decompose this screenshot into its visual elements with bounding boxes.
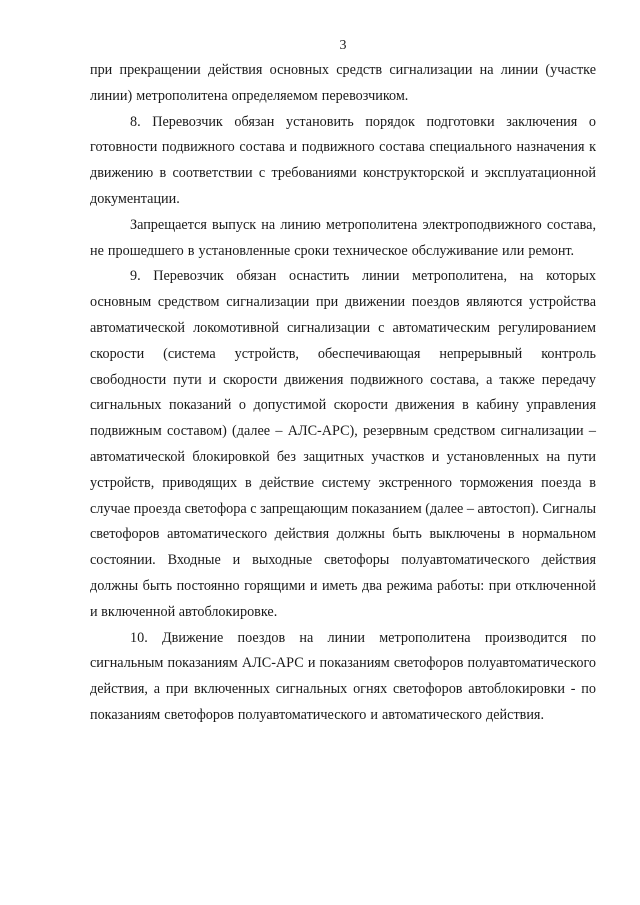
paragraph-continuation: при прекращении действия основных средств сигнализации на линии (участке линии) метрополитена определяемом перевозчиком. xyxy=(90,62,596,104)
paragraph-prohibition: Запрещается выпуск на линию метрополитена электроподвижного состава, не прошедшего в установленные сроки техническое обслуживание или ремонт. xyxy=(90,216,596,259)
document-page xyxy=(90,0,596,905)
page-number: 3 xyxy=(339,38,347,53)
document-body xyxy=(90,58,596,729)
paragraph-clause-10: 10. Движение поездов на линии метрополитена производится по сигнальным показаниям АЛС-АРС и показаниям светофоров полуавтоматического действия, а при включенных сигнальных огнях светофоров автоблокировки - по показаниям светофоров полуавтоматического и автоматического действия. xyxy=(90,629,596,723)
paragraph-clause-8: 8. Перевозчик обязан установить порядок подготовки заключения о готовности подвижного состава и подвижного состава специального назначения к движению в соответствии с требованиями конструкторской и эксплуатационной документации. xyxy=(90,113,596,207)
paragraph-clause-9: 9. Перевозчик обязан оснастить линии метрополитена, на которых основным средством сигнализации при движении поездов являются устройства автоматической локомотивной сигнализации с автоматическим регулированием скорости (система устройств, обеспечивающая непрерывный контроль свободности пути и скорости движения подвижного состава, а также передачу сигнальных показаний о допустимой скорости движения в кабину управления подвижным составом) (далее – АЛС-АРС), резервным средством сигнализации – автоматической блокировкой без защитных участков и установленных на пути устройств, приводящих в действие систему экстренного торможения поезда в случае проезда светофора с запрещающим показанием (далее – автостоп). Сигналы светофоров автоматического действия должны быть выключены в нормальном состоянии. Входные и выходные светофоры полуавтоматического действия должны быть постоянно горящими и иметь два режима работы: при отключенной и включенной автоблокировке. xyxy=(90,268,596,620)
